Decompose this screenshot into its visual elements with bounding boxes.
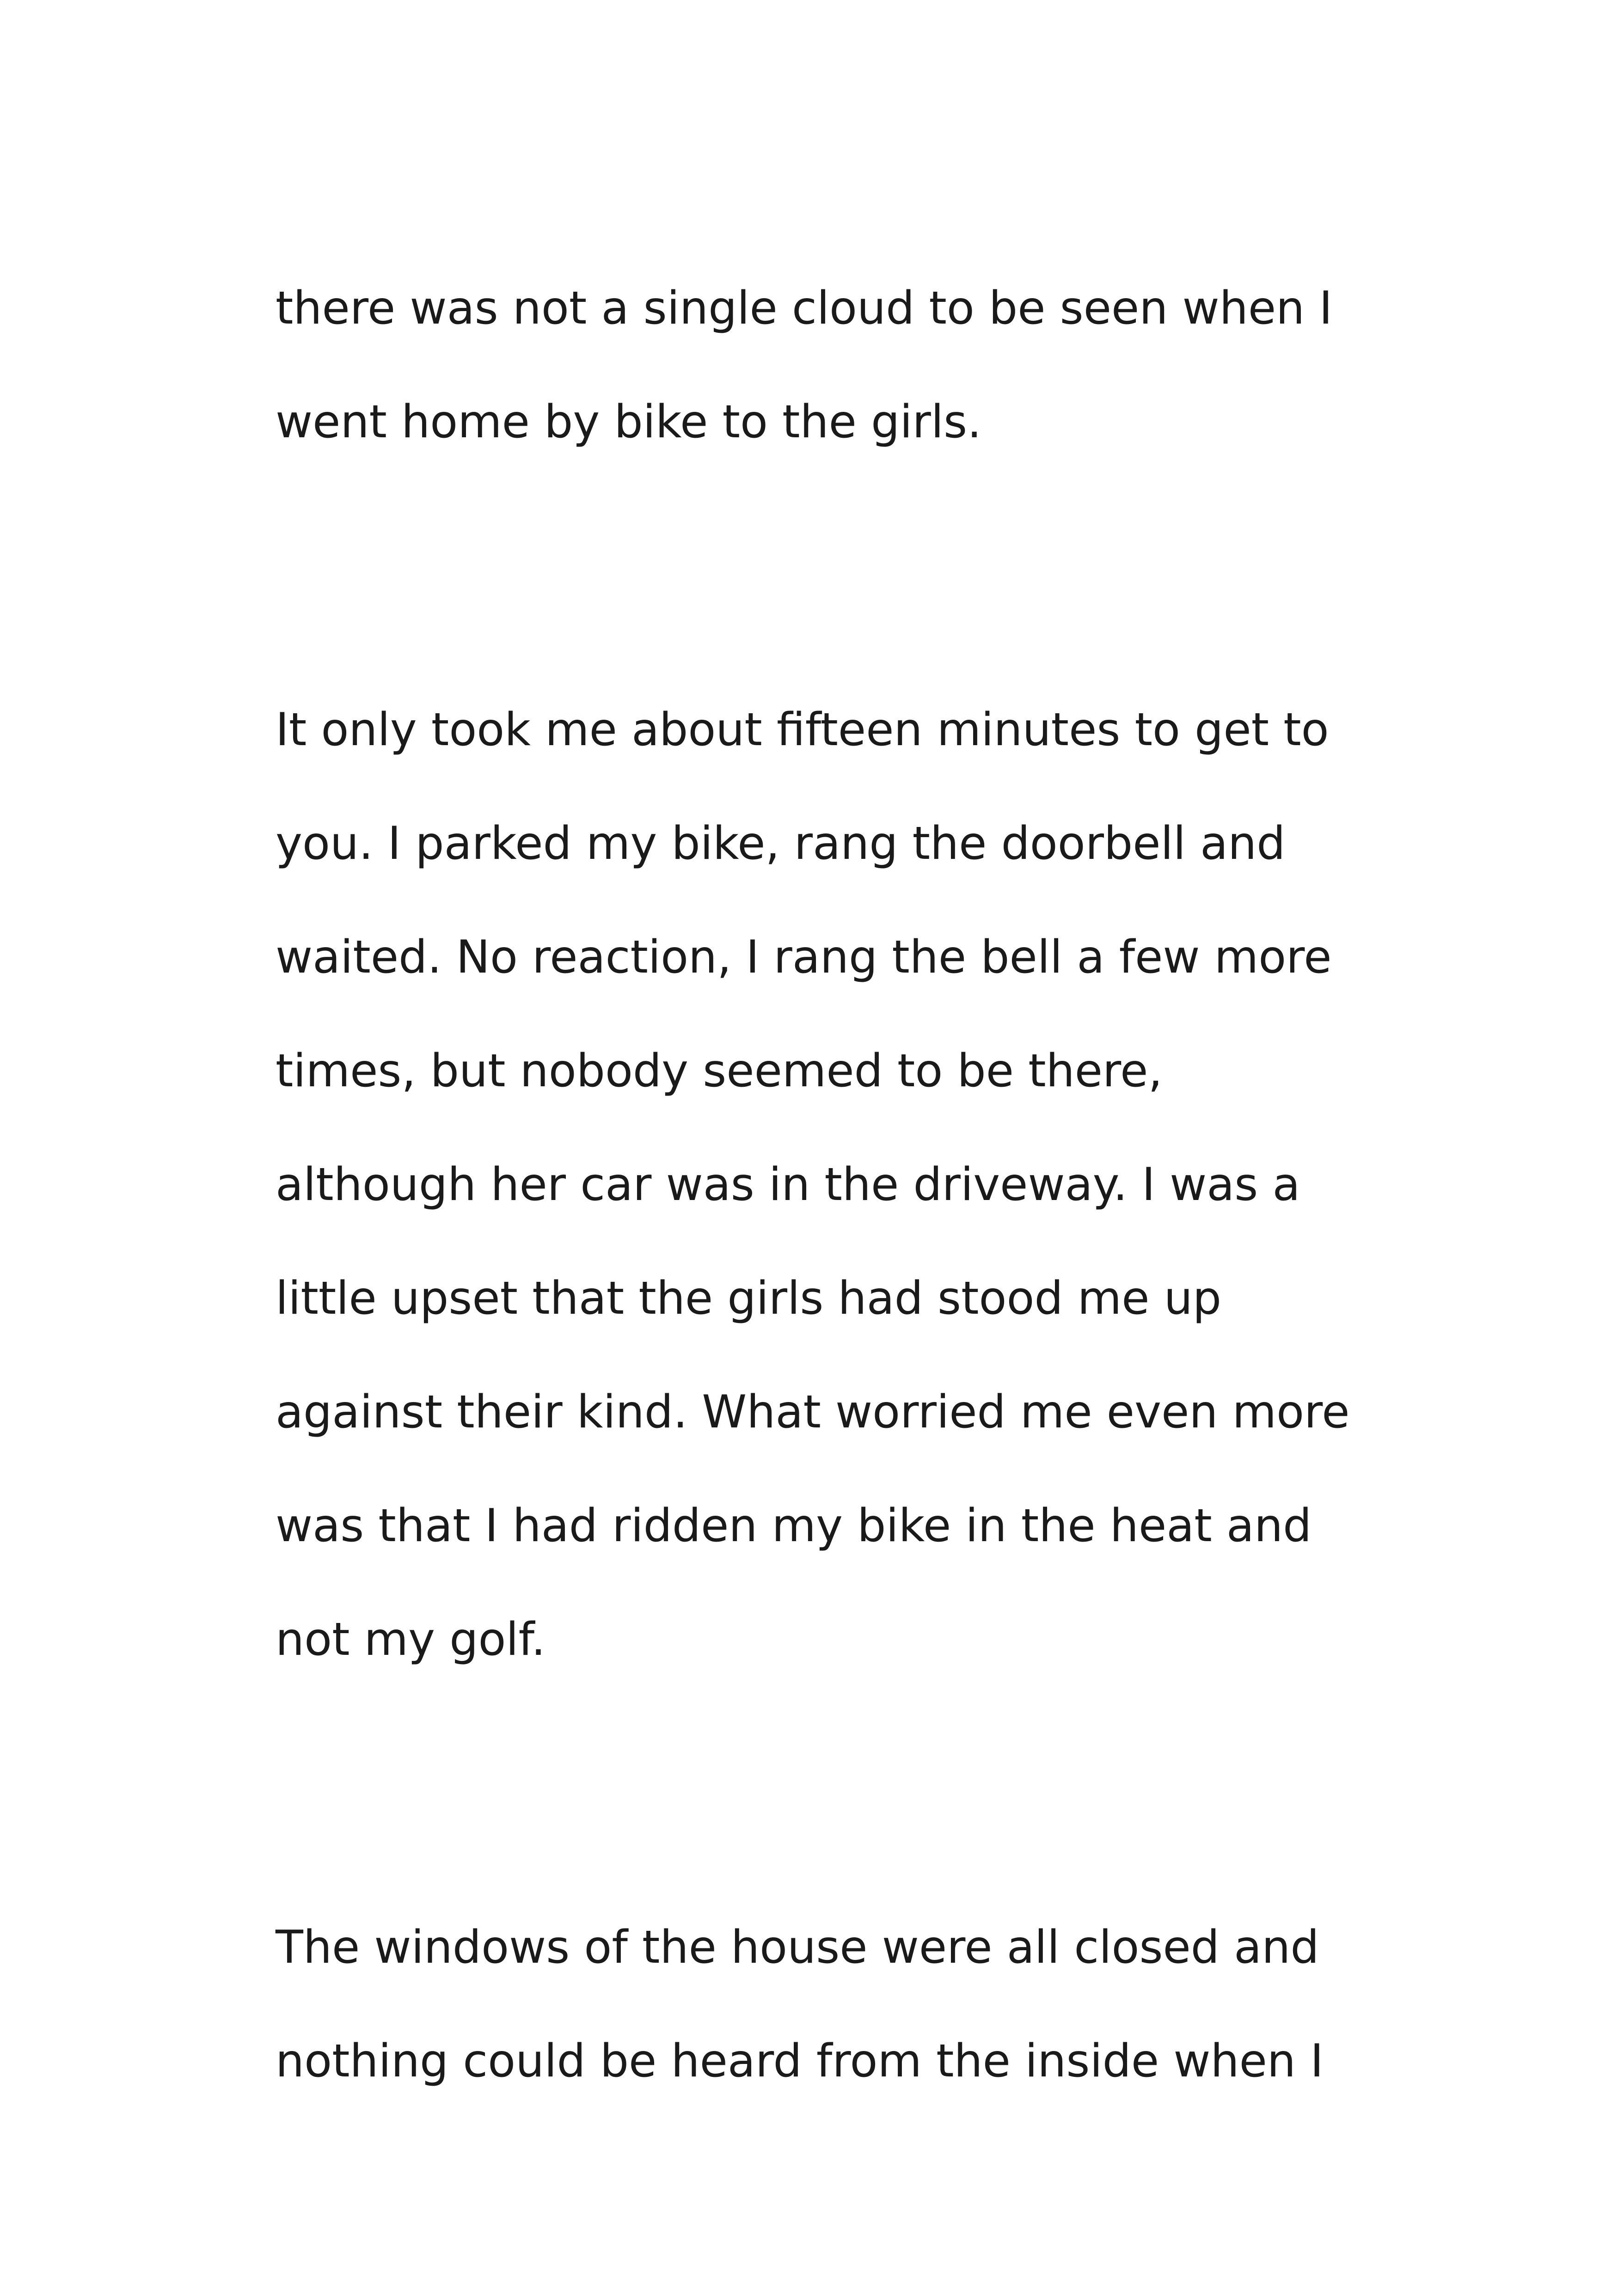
text-line: It only took me about fifteen minutes to get to (276, 704, 1329, 756)
text-line: you. I parked my bike, rang the doorbell and (276, 817, 1286, 870)
text-line: waited. No reaction, I rang the bell a few more (276, 931, 1332, 984)
text-line: against their kind. What worried me even more (276, 1386, 1350, 1439)
text-line: went home by bike to the girls. (276, 396, 982, 448)
text-line: although her car was in the driveway. I was a (276, 1158, 1300, 1211)
text-line: was that I had ridden my bike in the heat and (276, 1500, 1312, 1552)
text-line: little upset that the girls had stood me up (276, 1272, 1222, 1325)
text-line: The windows of the house were all closed and (276, 1921, 1319, 1974)
text-line: not my golf. (276, 1613, 546, 1666)
text-line: there was not a single cloud to be seen when I (276, 282, 1333, 335)
text-line: times, but nobody seemed to be there, (276, 1045, 1163, 1097)
text-line: nothing could be heard from the inside when I (276, 2035, 1324, 2088)
